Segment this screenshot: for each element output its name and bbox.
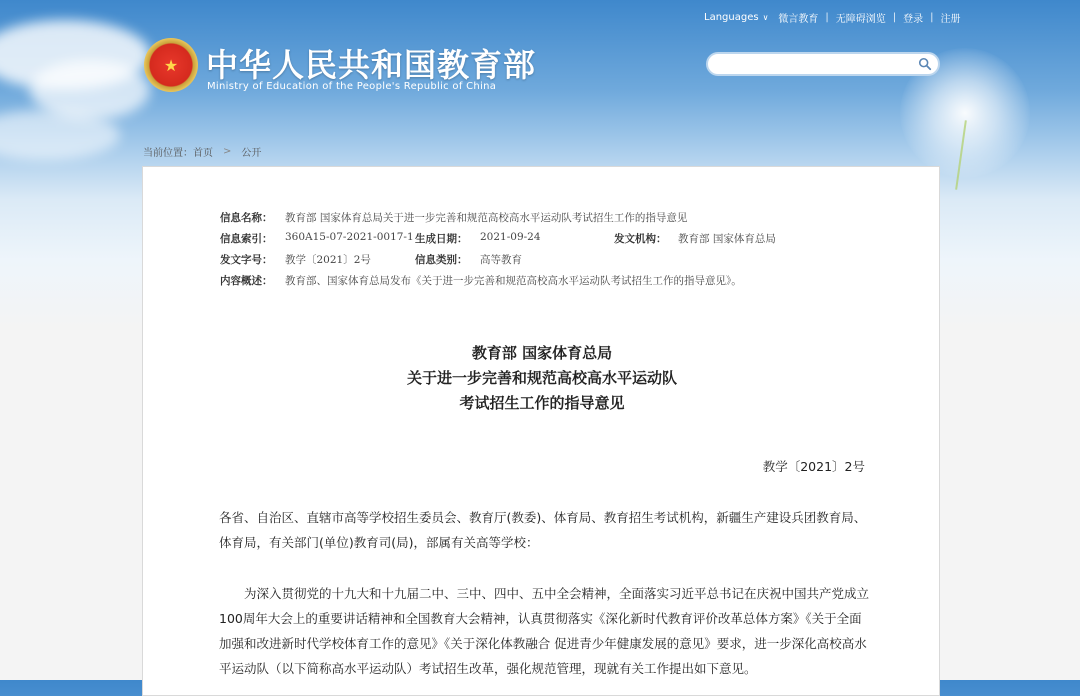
meta-row-docno [220, 252, 860, 273]
breadcrumb-item-public[interactable]: 公开 [241, 148, 262, 159]
meta-name-value: 教育部 国家体育总局关于进一步完善和规范高校高水平运动队考试招生工作的指导意见 [285, 212, 688, 224]
meta-summary-value: 教育部、国家体育总局发布《关于进一步完善和规范高校高水平运动队考试招生工作的指导意见》。 [285, 275, 742, 287]
meta-docno-label: 发文字号： [220, 254, 273, 266]
meta-date-value: 2021-09-24 [480, 231, 541, 243]
meta-docno-value: 教学〔2021〕2号 [285, 254, 371, 266]
meta-org-value: 教育部 国家体育总局 [678, 233, 776, 245]
register-link[interactable]: 注册 [940, 13, 961, 25]
site-subtitle: Ministry of Education of the People's Republic of China [207, 81, 497, 92]
search-icon[interactable] [918, 57, 932, 71]
document-number: 教学〔2021〕2号 [762, 459, 865, 474]
breadcrumb-item-home[interactable]: 首页 [193, 148, 213, 159]
meta-category-label: 信息类别： [415, 254, 468, 266]
languages-dropdown[interactable] [704, 12, 768, 23]
top-links-bar [704, 10, 961, 24]
divider: | [892, 11, 897, 23]
chevron-right-icon: > [223, 146, 232, 157]
meta-date-label: 生成日期： [415, 233, 468, 245]
document-body-paragraph: 为深入贯彻党的十九大和十九届二中、三中、四中、五中全会精神，全面落实习近平总书记在庆祝中国共产党成立100周年大会上的重要讲话精神和全国教育大会精神，认真贯彻落实《深化新时代教育评价改革总体方案》《关于全面加强和改进新时代学校体育工作的意见》《关于深化体教融合 促进青少年健康发展的意见》要求，进一步深化高校高水平运动队（以下简称高水平运动队）考试招生改革，强化规范管理，现就有关工作提出如下意见。 [219, 586, 870, 676]
content-card [142, 166, 940, 696]
chevron-down-icon: ∨ [762, 12, 769, 22]
document-addressee: 各省、自治区、直辖市高等学校招生委员会、教育厅(教委)、体育局、教育招生考试机构，新疆生产建设兵团教育局、体育局，有关部门(单位)教育司(局)，部属有关高等学校： [219, 510, 867, 550]
document-title-line: 关于进一步完善和规范高校高水平运动队 [406, 369, 677, 387]
document-metadata [220, 210, 860, 294]
document-title-line: 考试招生工作的指导意见 [459, 394, 625, 412]
divider: | [825, 11, 829, 23]
meta-name-label: 信息名称： [220, 212, 273, 224]
meta-row-name [220, 210, 860, 231]
weibo-link[interactable]: 微言教育 [778, 13, 819, 25]
breadcrumb [143, 144, 261, 159]
meta-org-label: 发文机构： [614, 233, 667, 245]
accessibility-link[interactable]: 无障碍浏览 [835, 13, 886, 25]
login-link[interactable]: 登录 [903, 13, 924, 25]
search-input[interactable] [718, 56, 917, 74]
search-box [706, 52, 940, 76]
national-emblem-icon[interactable]: ★ [144, 38, 198, 92]
site-title[interactable]: 中华人民共和国教育部 [206, 46, 537, 84]
meta-row-summary [220, 273, 860, 294]
divider: | [930, 11, 934, 23]
document-title [143, 341, 941, 416]
meta-index-value: 360A15-07-2021-0017-1 [285, 231, 414, 243]
meta-row-index [220, 231, 860, 252]
document-title-line: 教育部 国家体育总局 [471, 344, 613, 362]
meta-index-label: 信息索引： [220, 233, 273, 245]
breadcrumb-label: 当前位置： [143, 148, 193, 159]
meta-category-value: 高等教育 [480, 254, 522, 266]
languages-label: Languages [704, 11, 759, 23]
meta-summary-label: 内容概述： [220, 275, 273, 287]
